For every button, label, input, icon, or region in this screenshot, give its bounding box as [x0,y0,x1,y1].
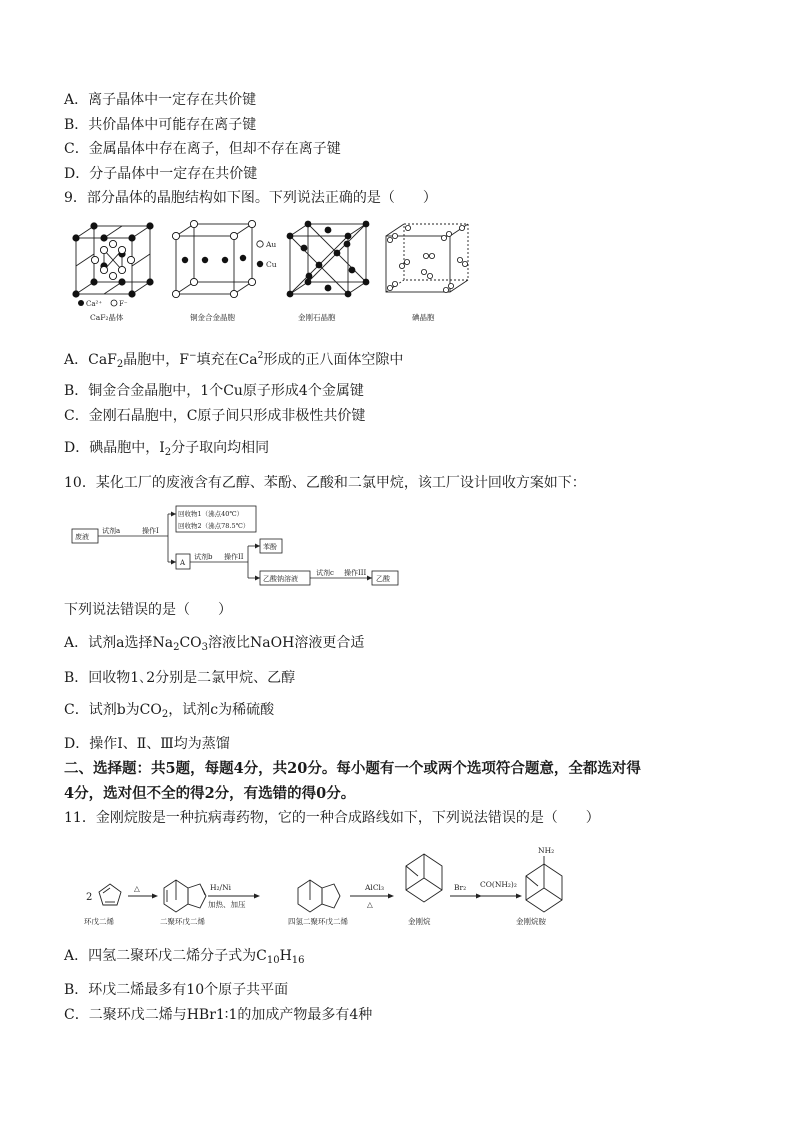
flow-product2: 回收物2（沸点78.5℃） [178,522,250,530]
flow-reagent-c: 试剂c [316,569,334,577]
synthesis-scheme [84,840,584,930]
q11-option-b: B．环戊二烯最多有10个原子共平面 [64,982,289,998]
q10-option-c [64,700,274,725]
q9-stem: 9．部分晶体的晶胞结构如下图。下列说法正确的是（ ） [64,190,437,206]
tetrahydro-structure [298,880,340,912]
q10-a-prefix: A．试剂a选择 [64,635,153,651]
q9-option-b: B．铜金合金晶胞中，1个Cu原子形成4个金属键 [64,383,364,399]
label-dicyclopentadiene: 二聚环戊二烯 [160,917,205,926]
flow-waste: 废液 [75,533,89,541]
q10-a-co: CO [179,635,202,651]
q11-a-sub16: 16 [291,955,305,966]
q11-a-prefix: A．四氢二聚环戊二烯分子式为C [64,948,267,964]
legend-cu: Cu [266,260,277,269]
section2-line2: 4分，选对但不全的得2分，有选错的得0分。 [64,785,356,802]
q10-stem: 10．某化工厂的废液含有乙醇、苯酚、乙酸和二氯甲烷，该工厂设计回收方案如下： [64,475,586,491]
caption-diamond: 金刚石晶胞 [298,313,336,322]
scheme-conditions: 加热、加压 [208,900,246,909]
amantadine-structure [526,856,562,912]
q10-a-post: 溶液比NaOH溶液更合适 [208,635,365,651]
q9-a-post: 形成的正八面体空隙中 [263,352,404,368]
q11-a-sub10: 10 [266,955,280,966]
q9-a-sub: 2 [116,359,124,370]
q10-c-sub: 2 [161,709,169,720]
caption-caf2: CaF₂晶体 [90,313,124,322]
q11-stem: 11．金刚烷胺是一种抗病毒药物，它的一种合成路线如下，下列说法错误的是（ ） [64,810,600,826]
q9-a-mid: 晶胞中，F [123,352,189,368]
crystal-cells-figure [64,218,484,326]
q9-option-d [64,438,269,463]
scheme-h2ni: H₂/Ni [210,883,232,892]
section2-line1: 二、选择题：共5题，每题4分，共20分。每小题有一个或两个选项符合题意，全都选对得 [64,760,641,777]
q9-option-c: C．金刚石晶胞中，C原子间只形成非极性共价键 [64,408,366,424]
q10-option-a [64,633,364,658]
q9-d-prefix: D．碘晶胞中，I [64,440,165,456]
q10-option-b: B．回收物1､2分别是二氯甲烷、乙醇 [64,670,296,686]
q9-a-caf: CaF [88,352,117,368]
q10-question: 下列说法错误的是（ ） [64,602,232,618]
flow-op2: 操作II [224,553,244,561]
flow-a: A [180,559,186,567]
q11-option-c: C．二聚环戊二烯与HBr1∶1的加成产物最多有4种 [64,1007,373,1023]
q9-a-mid2: 填充在Ca [196,352,258,368]
caf2-cell [76,226,150,294]
label-cyclopentadiene: 环戊二烯 [84,917,114,926]
flow-op3: 操作III [344,569,367,577]
q10-a-sub3: 3 [201,642,209,653]
scheme-coef: 2 [86,892,93,903]
q9-a-prefix: A． [64,352,89,368]
legend-ca: Ca²⁺ [86,300,103,308]
cu-atoms [182,255,246,263]
q10-a-sub2: 2 [173,642,180,653]
caption-cuau: 铜金合金晶胞 [190,313,235,322]
q10-option-d: D．操作Ⅰ、Ⅱ、Ⅲ均为蒸馏 [64,736,230,752]
q10-c-prefix: C．试剂b为CO [64,702,162,718]
q8-option-c: C．金属晶体中存在离子，但却不存在离子键 [64,141,341,157]
q8-option-b: B．共价晶体中可能存在离子键 [64,117,257,133]
scheme-alcl3: AlCl₃ [365,883,384,892]
q9-d-sub: 2 [164,447,172,458]
carbon-atoms [287,221,370,298]
q9-a-charge: 2 [257,351,264,361]
q11-a-h: H [279,948,292,964]
flow-op1: 操作I [142,527,159,535]
q10-c-post: ，试剂c为稀硫酸 [168,702,275,718]
scheme-delta2: △ [367,900,373,909]
q9-a-minus: − [189,351,197,361]
scheme-nh2: NH₂ [538,846,555,855]
flow-phenol: 苯酚 [263,543,277,551]
recovery-flowchart [64,502,424,592]
legend-au: Au [266,240,277,249]
diamond-cell [290,224,366,294]
label-adamantane: 金刚烷 [408,917,431,926]
q10-a-na: Na [152,635,174,651]
caption-iodine: 碘晶胞 [412,313,435,322]
flow-reagent-b: 试剂b [194,553,213,561]
flow-acetic-acid: 乙酸 [376,575,390,583]
adamantane-structure [406,854,442,902]
q11-option-a [64,946,305,971]
flow-sodium-acetate: 乙酸钠溶液 [263,575,298,583]
scheme-br2: Br₂ [454,883,467,892]
dicyclopentadiene-structure [164,880,206,912]
q9-d-post: 分子取向均相同 [171,440,270,456]
q8-option-d: D．分子晶体中一定存在共价键 [64,166,258,182]
flow-reagent-a: 试剂a [102,527,121,535]
label-tetrahydro: 四氢二聚环戊二烯 [288,917,348,926]
label-amantadine: 金刚烷胺 [516,917,546,926]
scheme-urea: CO(NH₂)₂ [480,880,517,889]
scheme-delta: △ [134,884,140,893]
q9-option-a [64,346,403,375]
q8-option-a: A．离子晶体中一定存在共价键 [64,92,257,108]
flow-product1: 回收物1（沸点40℃） [178,510,244,518]
legend-f: F⁻ [119,300,128,308]
